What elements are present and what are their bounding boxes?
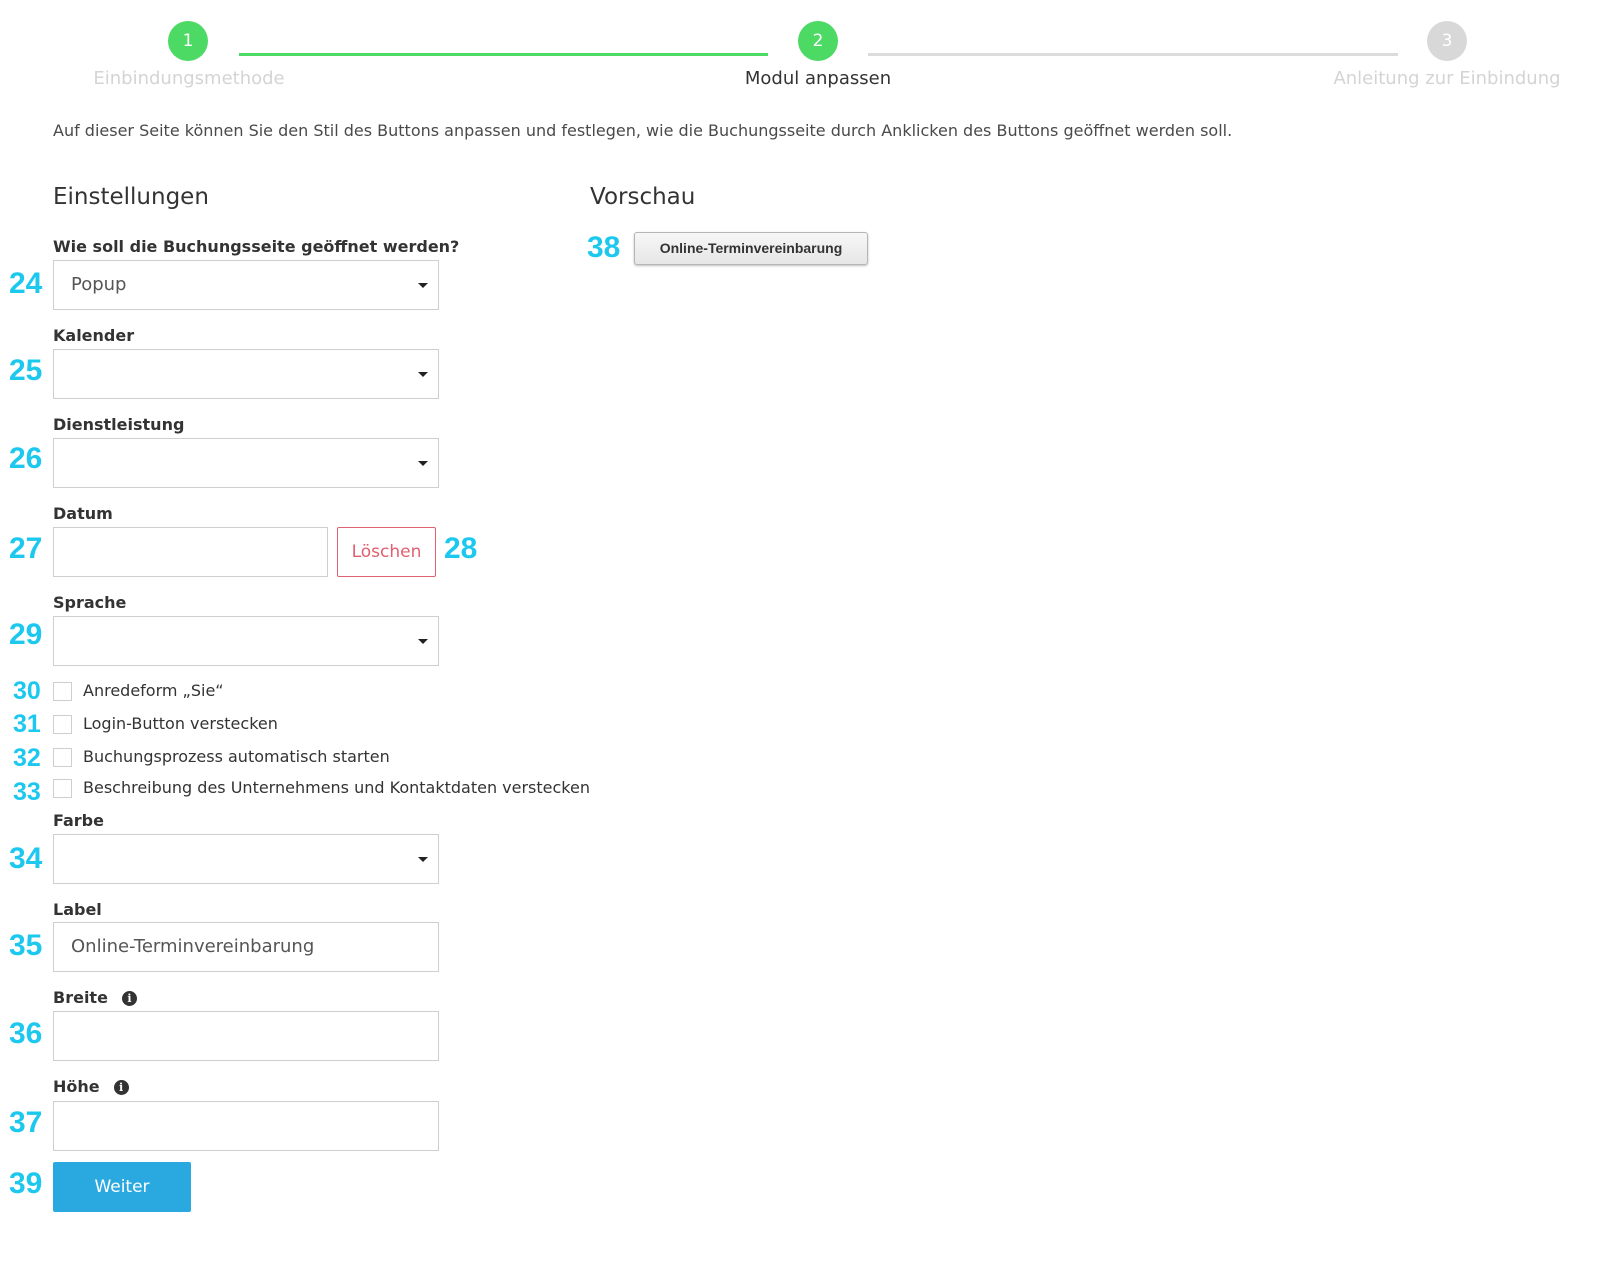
intro-text: Auf dieser Seite können Sie den Stil des Buttons anpassen und festlegen, wie die Buchungsseite durch Anklicken des Buttons geöffnet werden soll. [53, 121, 1233, 140]
marker-36: 36 [9, 1017, 43, 1050]
marker-38: 38 [587, 231, 621, 264]
formal-address-label[interactable]: Anredeform „Sie“ [83, 681, 224, 700]
marker-28: 28 [444, 532, 478, 565]
date-label: Datum [53, 504, 113, 523]
preview-booking-button[interactable]: Online-Terminvereinbarung [634, 232, 868, 265]
width-input[interactable] [53, 1011, 439, 1061]
marker-37: 37 [9, 1106, 43, 1139]
preview-title: Vorschau [590, 184, 696, 210]
language-label: Sprache [53, 593, 127, 612]
hide-description-label[interactable]: Beschreibung des Unternehmens und Kontaktdaten verstecken [83, 778, 590, 797]
formal-address-checkbox[interactable] [53, 682, 72, 701]
color-select[interactable] [53, 834, 439, 884]
chevron-down-icon [418, 372, 428, 377]
marker-27: 27 [9, 532, 43, 565]
open-mode-label: Wie soll die Buchungsseite geöffnet werden? [53, 237, 460, 256]
marker-30: 30 [13, 677, 41, 705]
info-icon[interactable]: i [122, 991, 137, 1006]
marker-24: 24 [9, 267, 43, 300]
chevron-down-icon [418, 283, 428, 288]
button-label-input[interactable]: Online-Terminvereinbarung [53, 922, 439, 972]
autostart-label[interactable]: Buchungsprozess automatisch starten [83, 747, 390, 766]
marker-39: 39 [9, 1167, 43, 1200]
color-label: Farbe [53, 811, 104, 830]
marker-29: 29 [9, 618, 43, 651]
step-1-label[interactable]: Einbindungsmethode [93, 68, 285, 89]
open-mode-select[interactable] [53, 260, 439, 310]
step-2-circle[interactable]: 2 [798, 21, 838, 61]
service-label: Dienstleistung [53, 415, 185, 434]
height-label-text: Höhe [53, 1077, 100, 1096]
marker-34: 34 [9, 842, 43, 875]
step-1-circle[interactable]: 1 [168, 21, 208, 61]
hide-description-checkbox[interactable] [53, 779, 72, 798]
info-icon[interactable]: i [114, 1080, 129, 1095]
hide-login-checkbox[interactable] [53, 715, 72, 734]
progress-line-1-2 [239, 53, 768, 56]
service-select[interactable] [53, 438, 439, 488]
step-3-circle: 3 [1427, 21, 1467, 61]
width-label-text: Breite [53, 988, 108, 1007]
button-label-label: Label [53, 900, 102, 919]
progress-line-2-3 [868, 53, 1398, 56]
chevron-down-icon [418, 857, 428, 862]
hide-login-label[interactable]: Login-Button verstecken [83, 714, 278, 733]
date-input[interactable] [53, 527, 328, 577]
settings-title: Einstellungen [53, 184, 209, 210]
clear-date-button[interactable]: Löschen [337, 527, 436, 577]
marker-25: 25 [9, 354, 43, 387]
open-mode-value: Popup [71, 274, 127, 295]
width-label [53, 988, 137, 1007]
marker-26: 26 [9, 442, 43, 475]
step-3-label: Anleitung zur Einbindung [1333, 68, 1561, 89]
height-label [53, 1077, 129, 1096]
marker-32: 32 [13, 744, 41, 772]
chevron-down-icon [418, 639, 428, 644]
marker-33: 33 [13, 778, 41, 806]
step-2-label: Modul anpassen [744, 68, 892, 89]
autostart-checkbox[interactable] [53, 748, 72, 767]
height-input[interactable] [53, 1101, 439, 1151]
calendar-select[interactable] [53, 349, 439, 399]
marker-31: 31 [13, 710, 41, 738]
next-button[interactable]: Weiter [53, 1162, 191, 1212]
calendar-label: Kalender [53, 326, 135, 345]
language-select[interactable] [53, 616, 439, 666]
marker-35: 35 [9, 929, 43, 962]
chevron-down-icon [418, 461, 428, 466]
